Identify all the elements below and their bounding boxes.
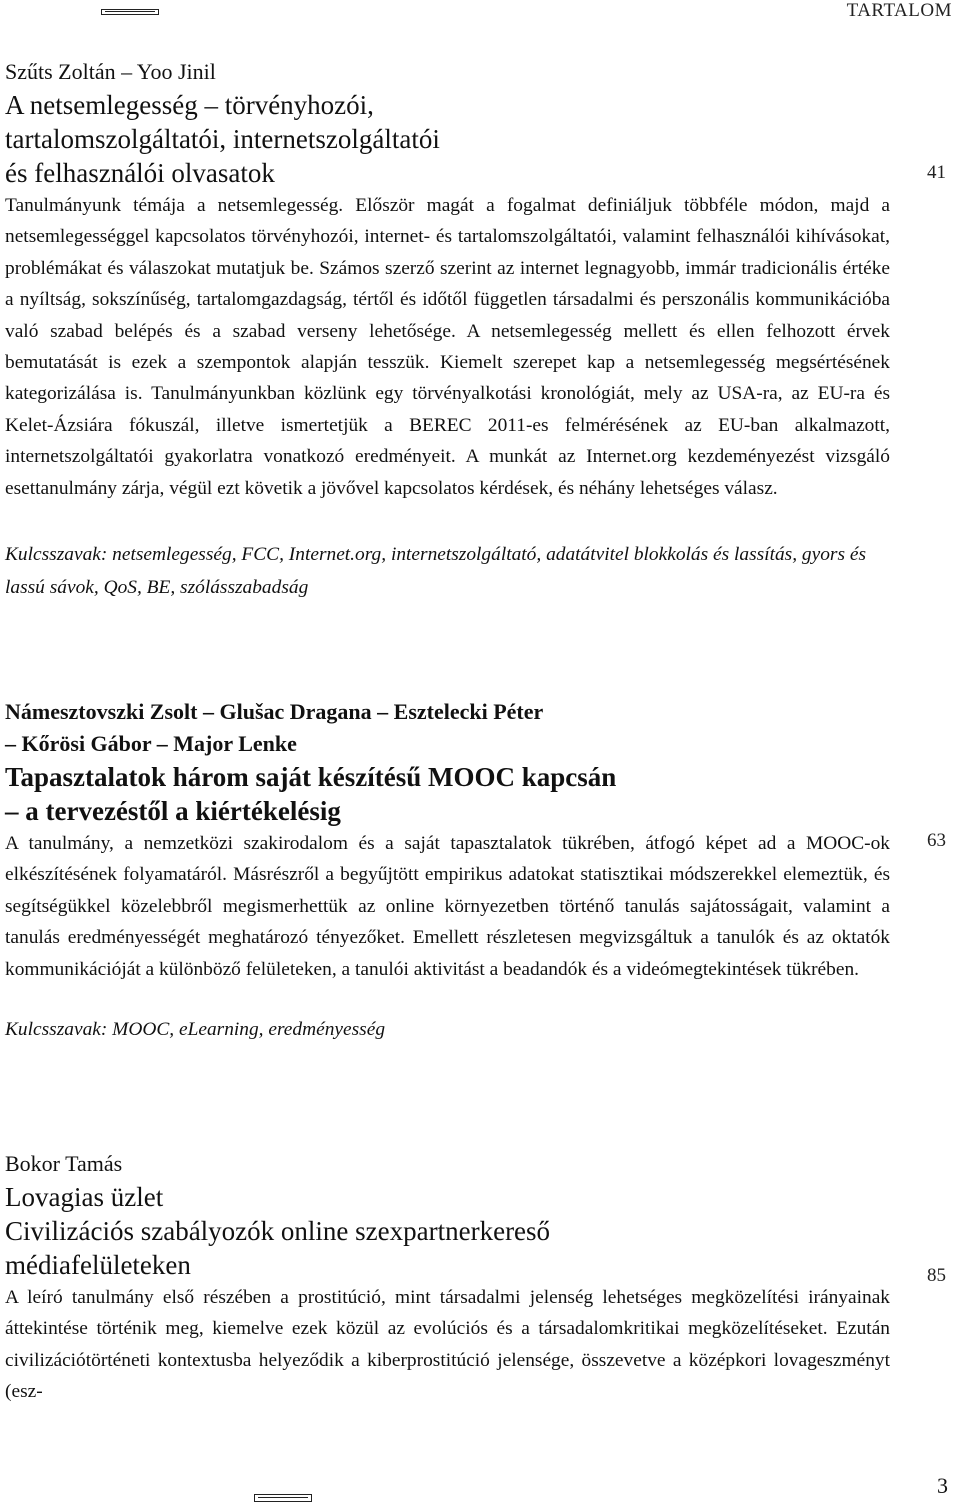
header-ornament <box>101 9 159 15</box>
entry-title-line: Lovagias üzlet <box>5 1182 164 1212</box>
entry-title-line: médiafelületeken <box>5 1250 191 1280</box>
entry-page-number: 63 <box>927 830 946 851</box>
toc-entry <box>5 56 890 696</box>
entry-abstract: A tanulmány, a nemzetközi szakirodalom és a saját tapasztalatok tükrében, átfogó képet ad a MOOC-ok elkészítésének folyamatáról. Másrészről a begyűjtött empirikus adatokat statisztikai módszerekkel elemeztük, és segítségükkel közelebbről megismerhettük az online környezetben történő tanulás sajátosságait, valamint a tanulás eredményességét meghatározó tényezőket. Emellett részletesen megvizsgáltuk a tanulók és az oktatók kommunikációját a különböző felületeken, a tanulói aktivitást a beadandók és a videómegtekintések tükrében. <box>5 833 890 980</box>
entry-authors: – Kőrösi Gábor – Major Lenke <box>5 731 297 756</box>
entry-title-line: Tapasztalatok három saját készítésű MOOC kapcsán <box>5 762 617 792</box>
entry-title-line: tartalomszolgáltatói, internetszolgáltatói <box>5 124 440 154</box>
entry-page-number: 41 <box>927 162 946 183</box>
entry-keywords: Kulcsszavak: MOOC, eLearning, eredményesség <box>5 1019 386 1041</box>
entry-abstract: Tanulmányunk témája a netsemlegesség. Először magát a fogalmat definiáljuk többféle módon, majd a netsemlegességgel kapcsolatos törvényhozói, internet- és tartalomszolgáltatói, valamint felhasználói kihívásokat, problémákat és válaszokat mutatjuk be. Számos szerző szerint az internet legnagyobb, immár tradicionális értéke a nyíltság, sokszínűség, tartalomgazdagság, tértől és időtől független társadalmi és perszonális kommunikációba való szabad belépés és a szabad verseny lehetősége. A netsemlegesség mellett és ellen felhozott érvek bemutatását is ezek a szempontok alapján tesszük. Kiemelt szerepet kap a netsemlegesség megsértésének kategorizálása is. Tanulmányunkban közlünk egy törvényalkotási kronológiát, mely az USA-ra, az EU-ra és Kelet-Ázsiára fókuszál, illetve ismertetjük a BEREC 2011-es felmérésének az EU-ban alkalmazott, internetszolgáltatói gyakorlatra vonatkozó eredményeit. A munkát az Internet.org kezdeményezést vizsgáló esettanulmány zárja, végül ezt követik a jövővel kapcsolatos kérdések, és néhány lehetséges válasz. <box>5 195 890 499</box>
toc-entry <box>5 1148 890 1408</box>
section-label: TARTALOM <box>846 0 952 21</box>
entry-authors: Námesztovszki Zsolt – Glušac Dragana – Esztelecki Péter <box>5 699 544 724</box>
entry-authors: Szűts Zoltán – Yoo Jinil <box>5 59 216 84</box>
page-number: 3 <box>937 1473 948 1498</box>
entry-abstract: A leíró tanulmány első részében a prostitúció, mint társadalmi jelenség lehetséges megközelítési irányainak áttekintése történik meg, kiemelve ezek közül az evolúciós és a társadalomkritikai megközelítéseket. Ezután civilizációtörténeti kontextusba helyeződik a kiberprostitúció jelensége, összevetve a középkori lovageszményt (esz- <box>5 1287 890 1403</box>
toc-entry <box>5 696 890 1148</box>
entry-title-line: – a tervezéstől a kiértékelésig <box>5 796 341 826</box>
footer-ornament <box>254 1494 312 1502</box>
table-of-contents <box>5 56 890 1408</box>
entry-title-line: A netsemlegesség – törvényhozói, <box>5 90 374 120</box>
entry-page-number: 85 <box>927 1265 946 1286</box>
entry-title-line: Civilizációs szabályozók online szexpartnerkereső <box>5 1216 551 1246</box>
entry-title-line: és felhasználói olvasatok <box>5 158 275 188</box>
entry-authors: Bokor Tamás <box>5 1151 123 1176</box>
entry-keywords: Kulcsszavak: netsemlegesség, FCC, Internet.org, internetszolgáltató, adatátvitel blokkolás és lassítás, gyors és lassú sávok, QoS, BE, szólásszabadság <box>5 544 866 599</box>
